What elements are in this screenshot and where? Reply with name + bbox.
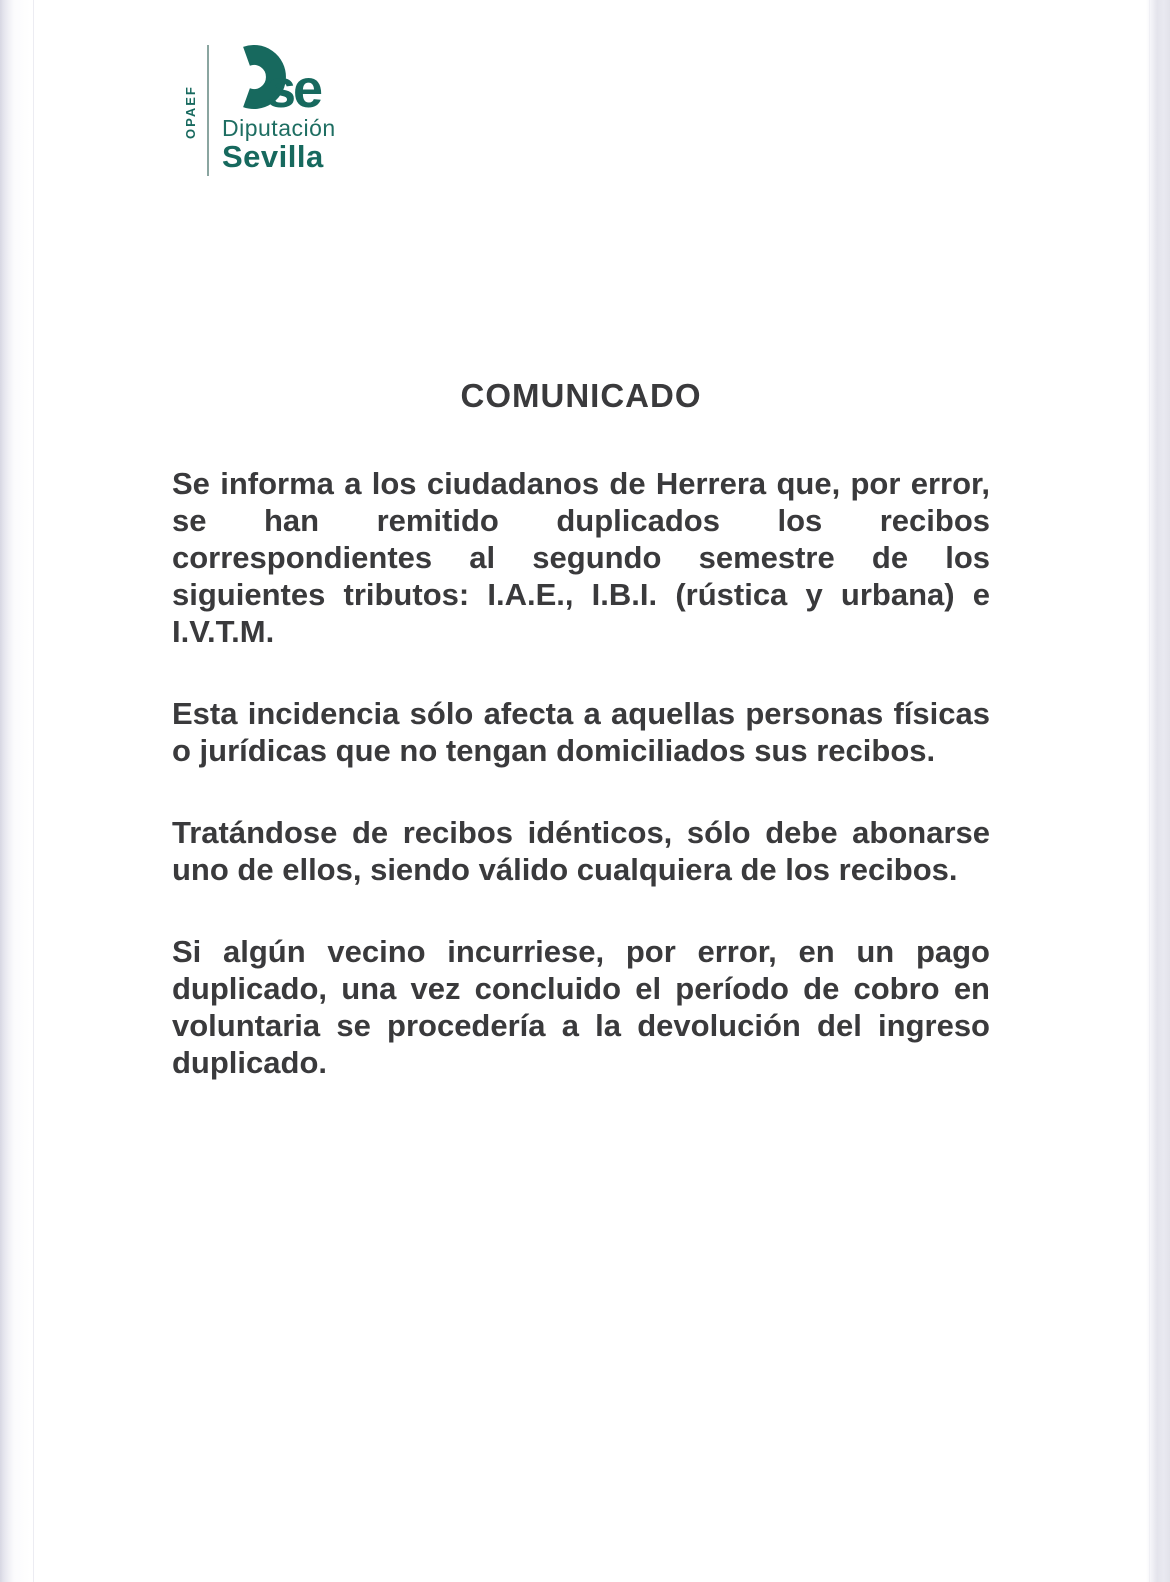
body-paragraph-1: Se informa a los ciudadanos de Herrera que, por error, se han remitido duplicados los recibos correspondientes al segundo semestre de los siguientes tributos: I.A.E., I.B.I. (rústica y urbana) e I.V.T.M. bbox=[172, 466, 990, 649]
logo-main-block bbox=[222, 45, 336, 172]
opaef-diputacion-sevilla-logo bbox=[183, 45, 336, 176]
logo-divider-line bbox=[207, 45, 209, 176]
page-title: COMUNICADO bbox=[460, 377, 702, 414]
body-paragraph-2: Esta incidencia sólo afecta a aquellas personas físicas o jurídicas que no tengan domiciliados sus recibos. bbox=[172, 696, 990, 768]
dse-logo-icon bbox=[222, 45, 324, 113]
page-edge-line-left bbox=[33, 0, 34, 1582]
logo-mark-text: se bbox=[266, 59, 321, 113]
body-paragraph-4: Si algún vecino incurriese, por error, en un pago duplicado, una vez concluido el período de cobro en voluntaria se procedería a la devolución del ingreso duplicado. bbox=[172, 934, 990, 1080]
page-edge-line-right bbox=[1149, 0, 1150, 1582]
body-paragraph-3: Tratándose de recibos idénticos, sólo debe abonarse uno de ellos, siendo válido cualquiera de los recibos. bbox=[172, 815, 990, 887]
org-name-sevilla: Sevilla bbox=[222, 139, 324, 174]
opaef-vertical-label: OPAEF bbox=[183, 85, 198, 139]
org-name-diputacion: Diputación bbox=[222, 115, 336, 141]
document-body bbox=[172, 465, 990, 1126]
